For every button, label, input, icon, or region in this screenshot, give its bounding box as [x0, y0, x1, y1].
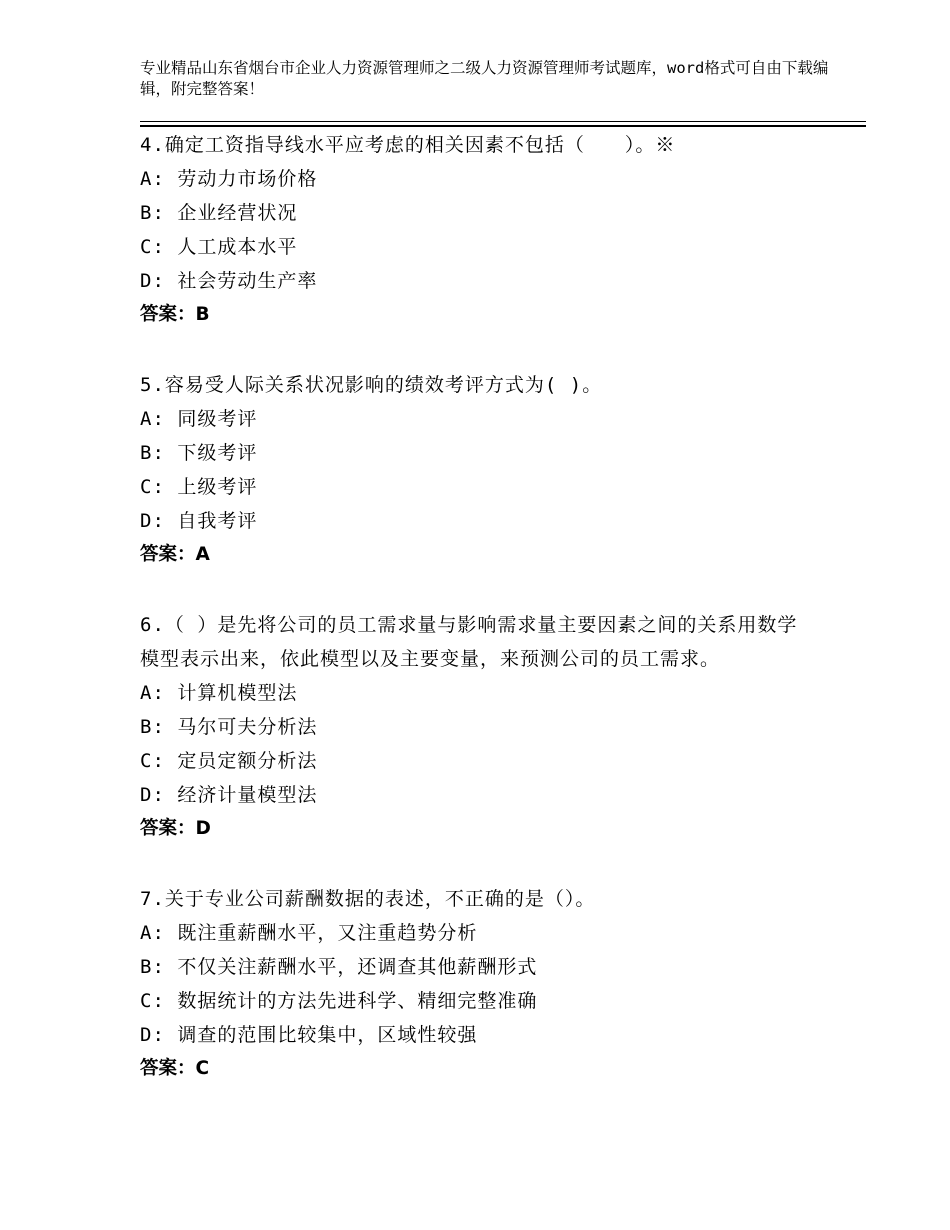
- question-text: 6.（ ）是先将公司的员工需求量与影响需求量主要因素之间的关系用数学模型表示出来，依此模型以及主要变量，来预测公司的员工需求。: [140, 614, 798, 670]
- option-d: D: 自我考评: [140, 510, 258, 532]
- answer: 答案：B: [140, 304, 210, 325]
- option-c: C: 上级考评: [140, 476, 258, 498]
- option-a: A: 劳动力市场价格: [140, 168, 318, 190]
- option-c: C: 定员定额分析法: [140, 750, 318, 772]
- option-b: B: 企业经营状况: [140, 202, 298, 224]
- document-header: [140, 58, 840, 100]
- header-rule-thin: [140, 121, 866, 122]
- answer: 答案：D: [140, 818, 211, 839]
- option-a: A: 计算机模型法: [140, 682, 298, 704]
- option-a: A: 同级考评: [140, 408, 258, 430]
- option-d: D: 经济计量模型法: [140, 784, 318, 806]
- option-b: B: 马尔可夫分析法: [140, 716, 318, 738]
- question-text: 4.确定工资指导线水平应考虑的相关因素不包括（ ）。※: [140, 134, 676, 156]
- question-list: [140, 128, 820, 1122]
- option-c: C: 数据统计的方法先进科学、精细完整准确: [140, 990, 538, 1012]
- question-5: [140, 368, 820, 572]
- question-4: [140, 128, 820, 332]
- answer: 答案：C: [140, 1058, 210, 1079]
- option-b: B: 不仅关注薪酬水平，还调查其他薪酬形式: [140, 956, 538, 978]
- question-text: 5.容易受人际关系状况影响的绩效考评方式为( )。: [140, 374, 603, 396]
- question-text: 7.关于专业公司薪酬数据的表述，不正确的是（）。: [140, 888, 596, 910]
- option-c: C: 人工成本水平: [140, 236, 298, 258]
- answer: 答案：A: [140, 544, 210, 565]
- option-a: A: 既注重薪酬水平，又注重趋势分析: [140, 922, 478, 944]
- header-rule-thick: [140, 125, 866, 127]
- question-6: [140, 608, 820, 846]
- question-7: [140, 882, 820, 1086]
- option-d: D: 社会劳动生产率: [140, 270, 318, 292]
- option-b: B: 下级考评: [140, 442, 258, 464]
- header-title: 专业精品山东省烟台市企业人力资源管理师之二级人力资源管理师考试题库，word格式可自由下载编辑，附完整答案！: [140, 59, 829, 98]
- option-d: D: 调查的范围比较集中，区域性较强: [140, 1024, 478, 1046]
